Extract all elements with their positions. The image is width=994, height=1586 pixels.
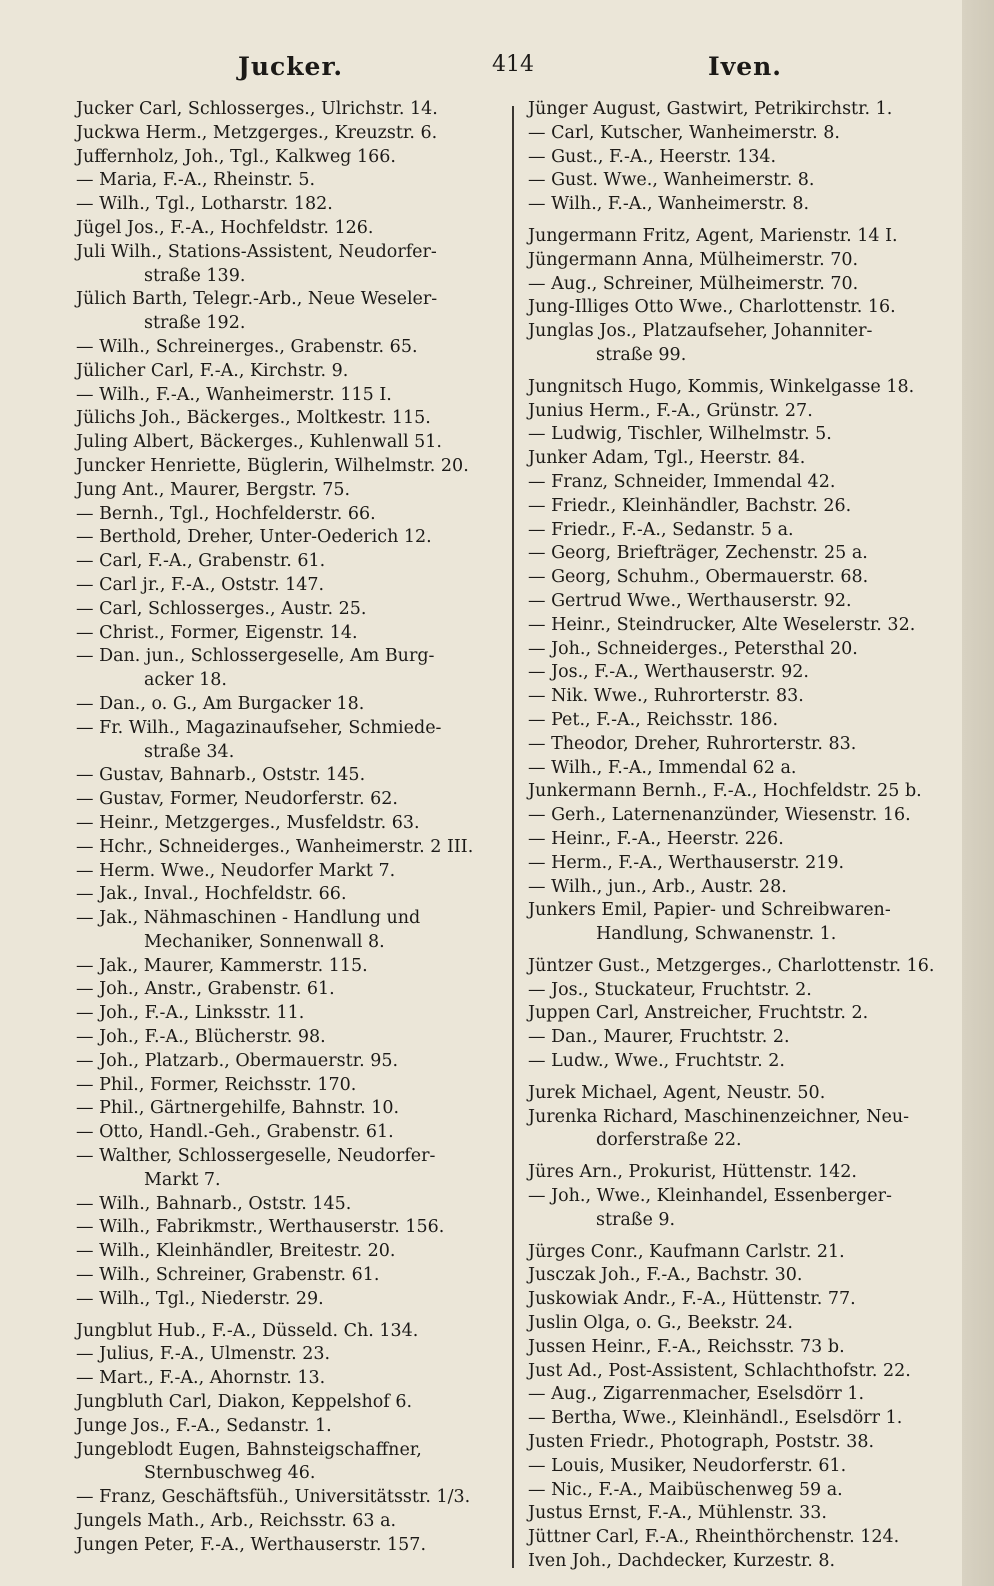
directory-entry bbox=[528, 1241, 956, 1265]
directory-entry bbox=[76, 1415, 504, 1439]
directory-entry bbox=[528, 1185, 956, 1233]
directory-entry bbox=[528, 1407, 956, 1431]
directory-entry bbox=[76, 836, 504, 860]
directory-entry bbox=[76, 812, 504, 836]
directory-entry bbox=[76, 1391, 504, 1415]
entry-line: — Heinr., Steindrucker, Alte Weselerstr. 32. bbox=[528, 614, 916, 635]
entry-continuation-line: dorferstraße 22. bbox=[596, 1130, 742, 1151]
entry-line: — Wilh., Fabrikmstr., Werthauserstr. 156. bbox=[76, 1217, 445, 1238]
entry-line: Jüntzer Gust., Metzgerges., Charlottenstr. 16. bbox=[528, 955, 935, 976]
directory-entry bbox=[76, 1439, 504, 1487]
entry-line: — Fr. Wilh., Magazinaufseher, Schmiede- bbox=[76, 717, 442, 738]
entry-line: — Carl, Schlosserges., Austr. 25. bbox=[76, 598, 367, 619]
directory-entry bbox=[528, 519, 956, 543]
directory-entry bbox=[76, 622, 504, 646]
directory-entry bbox=[528, 1526, 956, 1550]
directory-entry bbox=[76, 598, 504, 622]
directory-entry bbox=[76, 764, 504, 788]
directory-entry bbox=[76, 1050, 504, 1074]
entry-line: Jünger August, Gastwirt, Petrikirchstr. 1. bbox=[528, 99, 893, 119]
entry-line: — Joh., Schneiderges., Petersthal 20. bbox=[528, 638, 858, 659]
entry-line: — Aug., Schreiner, Mülheimerstr. 70. bbox=[528, 273, 859, 294]
entry-line: Jülicher Carl, F.-A., Kirchstr. 9. bbox=[76, 360, 349, 381]
directory-entry bbox=[528, 1026, 956, 1050]
entry-line: Jungnitsch Hugo, Kommis, Winkelgasse 18. bbox=[528, 376, 915, 397]
directory-entry bbox=[76, 955, 504, 979]
directory-entry bbox=[528, 1050, 956, 1074]
entry-line: — Bernh., Tgl., Hochfelderstr. 66. bbox=[76, 503, 376, 524]
directory-entry bbox=[528, 423, 956, 447]
directory-entry bbox=[528, 122, 956, 146]
directory-entry bbox=[76, 1026, 504, 1050]
entry-line: — Phil., Gärtnergehilfe, Bahnstr. 10. bbox=[76, 1098, 400, 1119]
directory-entry bbox=[76, 455, 504, 479]
entry-line: — Jak., Maurer, Kammerstr. 115. bbox=[76, 955, 368, 976]
directory-entry bbox=[528, 495, 956, 519]
entry-line: Jurek Michael, Agent, Neustr. 50. bbox=[528, 1082, 826, 1103]
entry-line: Juffernholz, Joh., Tgl., Kalkweg 166. bbox=[76, 146, 396, 167]
entry-continuation-line: acker 18. bbox=[144, 670, 227, 691]
header-left-word: Jucker. bbox=[238, 52, 344, 81]
directory-entry bbox=[528, 1360, 956, 1384]
directory-entry bbox=[76, 1145, 504, 1193]
directory-entry bbox=[528, 979, 956, 1003]
entry-line: Jusczak Joh., F.-A., Bachstr. 30. bbox=[528, 1265, 803, 1286]
entry-line: — Otto, Handl.-Geh., Grabenstr. 61. bbox=[76, 1122, 394, 1143]
directory-entry bbox=[528, 249, 956, 273]
directory-entry bbox=[76, 1240, 504, 1264]
entry-line: — Gertrud Wwe., Werthauserstr. 92. bbox=[528, 590, 852, 611]
directory-entry bbox=[76, 122, 504, 146]
entry-line: — Joh., F.-A., Linksstr. 11. bbox=[76, 1003, 305, 1024]
entry-continuation-line: straße 99. bbox=[596, 344, 687, 365]
directory-entry bbox=[528, 1082, 956, 1106]
entry-line: — Carl, F.-A., Grabenstr. 61. bbox=[76, 551, 326, 572]
entry-line: — Gerh., Laternenanzünder, Wiesenstr. 16. bbox=[528, 805, 911, 826]
entry-line: — Jos., Stuckateur, Fruchtstr. 2. bbox=[528, 979, 812, 1000]
directory-entry bbox=[528, 447, 956, 471]
directory-entry bbox=[76, 1002, 504, 1026]
entry-line: Juslin Olga, o. G., Beekstr. 24. bbox=[528, 1313, 793, 1334]
directory-entry bbox=[528, 1002, 956, 1026]
directory-entry bbox=[76, 550, 504, 574]
entry-line: Jung-Illiges Otto Wwe., Charlottenstr. 16. bbox=[528, 297, 896, 318]
entry-line: Juppen Carl, Anstreicher, Fruchtstr. 2. bbox=[528, 1003, 869, 1024]
entry-line: — Franz, Schneider, Immendal 42. bbox=[528, 471, 836, 492]
directory-entry bbox=[528, 590, 956, 614]
directory-entry bbox=[528, 1161, 956, 1185]
entry-line: — Gust. Wwe., Wanheimerstr. 8. bbox=[528, 170, 815, 191]
entry-line: Jüttner Carl, F.-A., Rheinthörchenstr. 124. bbox=[528, 1527, 900, 1548]
entry-continuation-line: straße 192. bbox=[144, 313, 246, 334]
entry-line: Jungblut Hub., F.-A., Düsseld. Ch. 134. bbox=[76, 1320, 419, 1341]
directory-entry bbox=[528, 225, 956, 249]
directory-entry bbox=[528, 1288, 956, 1312]
directory-entry bbox=[528, 899, 956, 947]
directory-entry bbox=[528, 376, 956, 400]
directory-entry bbox=[528, 614, 956, 638]
directory-entry bbox=[528, 1264, 956, 1288]
directory-entry bbox=[76, 217, 504, 241]
entry-line: Jungbluth Carl, Diakon, Keppelshof 6. bbox=[76, 1392, 413, 1413]
directory-entry bbox=[528, 780, 956, 804]
directory-entry bbox=[76, 645, 504, 693]
entry-line: Juncker Henriette, Büglerin, Wilhelmstr. 20. bbox=[76, 455, 469, 476]
entry-line: Juckwa Herm., Metzgerges., Kreuzstr. 6. bbox=[76, 122, 438, 143]
directory-entry bbox=[528, 661, 956, 685]
directory-entry bbox=[76, 978, 504, 1002]
directory-entry bbox=[76, 1343, 504, 1367]
directory-entry bbox=[528, 804, 956, 828]
entry-line: Junge Jos., F.-A., Sedanstr. 1. bbox=[76, 1415, 332, 1436]
entry-line: Jungels Math., Arb., Reichsstr. 63 a. bbox=[76, 1511, 397, 1532]
entry-line: — Pet., F.-A., Reichsstr. 186. bbox=[528, 709, 779, 730]
entry-line: — Wilh., jun., Arb., Austr. 28. bbox=[528, 876, 787, 897]
directory-entry bbox=[528, 320, 956, 368]
entry-continuation-line: straße 34. bbox=[144, 741, 235, 762]
directory-entry bbox=[76, 503, 504, 527]
entry-line: Juli Wilh., Stations-Assistent, Neudorfer- bbox=[76, 241, 437, 262]
entry-line: Jüres Arn., Prokurist, Hüttenstr. 142. bbox=[528, 1162, 857, 1183]
entry-line: — Dan., Maurer, Fruchtstr. 2. bbox=[528, 1027, 790, 1048]
entry-continuation-line: straße 9. bbox=[596, 1209, 676, 1230]
directory-entry bbox=[528, 542, 956, 566]
directory-entry bbox=[76, 1534, 504, 1558]
directory-entry bbox=[76, 407, 504, 431]
directory-entry bbox=[528, 273, 956, 297]
entry-line: — Heinr., F.-A., Heerstr. 226. bbox=[528, 828, 784, 849]
directory-entry bbox=[76, 431, 504, 455]
entry-line: — Dan., o. G., Am Burgacker 18. bbox=[76, 693, 365, 714]
directory-entry bbox=[528, 471, 956, 495]
entry-line: — Gust., F.-A., Heerstr. 134. bbox=[528, 146, 777, 167]
entry-line: — Theodor, Dreher, Ruhrorterstr. 83. bbox=[528, 733, 857, 754]
directory-entry bbox=[76, 1486, 504, 1510]
entry-line: — Gustav, Former, Neudorferstr. 62. bbox=[76, 789, 398, 810]
directory-entry bbox=[76, 1193, 504, 1217]
entry-line: Junglas Jos., Platzaufseher, Johanniter- bbox=[528, 321, 873, 342]
entry-line: Juskowiak Andr., F.-A., Hüttenstr. 77. bbox=[528, 1289, 856, 1310]
entry-line: Jürges Conr., Kaufmann Carlstr. 21. bbox=[528, 1241, 845, 1262]
entry-continuation-line: Handlung, Schwanenstr. 1. bbox=[596, 924, 837, 945]
page-number: 414 bbox=[492, 52, 534, 77]
directory-entry bbox=[76, 574, 504, 598]
directory-entry bbox=[76, 1367, 504, 1391]
entry-line: — Gustav, Bahnarb., Oststr. 145. bbox=[76, 765, 366, 786]
entry-line: — Jak., Nähmaschinen - Handlung und bbox=[76, 908, 421, 929]
directory-entry bbox=[528, 685, 956, 709]
entry-line: — Maria, F.-A., Rheinstr. 5. bbox=[76, 170, 316, 191]
entry-line: — Wilh., Schreiner, Grabenstr. 61. bbox=[76, 1265, 380, 1286]
directory-entry bbox=[528, 1455, 956, 1479]
entry-line: — Joh., Wwe., Kleinhandel, Essenberger- bbox=[528, 1186, 892, 1207]
entry-line: Junkers Emil, Papier- und Schreibwaren- bbox=[528, 900, 891, 921]
directory-entry bbox=[76, 336, 504, 360]
entry-continuation-line: Mechaniker, Sonnenwall 8. bbox=[144, 931, 385, 952]
entry-line: — Wilh., F.-A., Wanheimerstr. 115 I. bbox=[76, 384, 392, 405]
directory-entry bbox=[76, 169, 504, 193]
entry-line: Iven Joh., Dachdecker, Kurzestr. 8. bbox=[528, 1551, 836, 1572]
directory-entry bbox=[76, 907, 504, 955]
entry-line: — Julius, F.-A., Ulmenstr. 23. bbox=[76, 1344, 331, 1365]
entry-line: — Dan. jun., Schlossergeselle, Am Burg- bbox=[76, 646, 435, 667]
entry-line: Jülichs Joh., Bäckerges., Moltkestr. 115. bbox=[76, 408, 431, 429]
directory-entry bbox=[76, 788, 504, 812]
directory-entry bbox=[528, 1502, 956, 1526]
directory-entry bbox=[76, 193, 504, 217]
entry-line: — Bertha, Wwe., Kleinhändl., Eselsdörr 1. bbox=[528, 1408, 903, 1429]
directory-entry bbox=[528, 709, 956, 733]
entry-line: — Berthold, Dreher, Unter-Oederich 12. bbox=[76, 527, 432, 548]
directory-entry bbox=[528, 566, 956, 590]
directory-entry bbox=[76, 860, 504, 884]
directory-entry bbox=[528, 296, 956, 320]
directory-entry bbox=[528, 1336, 956, 1360]
directory-entry bbox=[528, 146, 956, 170]
entry-line: — Wilh., Kleinhändler, Breitestr. 20. bbox=[76, 1241, 396, 1262]
entry-line: — Georg, Briefträger, Zechenstr. 25 a. bbox=[528, 543, 868, 564]
entry-line: — Joh., Platzarb., Obermauerstr. 95. bbox=[76, 1050, 399, 1071]
entry-line: Juling Albert, Bäckerges., Kuhlenwall 51. bbox=[76, 432, 442, 453]
directory-entry bbox=[76, 146, 504, 170]
entry-line: — Wilh., Tgl., Lotharstr. 182. bbox=[76, 194, 333, 215]
directory-entry bbox=[76, 1510, 504, 1534]
directory-entry bbox=[528, 1312, 956, 1336]
directory-entry bbox=[76, 526, 504, 550]
directory-entry bbox=[76, 98, 504, 122]
entry-line: — Wilh., Bahnarb., Oststr. 145. bbox=[76, 1193, 352, 1214]
entry-line: Jülich Barth, Telegr.-Arb., Neue Weseler- bbox=[76, 289, 438, 310]
entry-line: — Wilh., F.-A., Wanheimerstr. 8. bbox=[528, 194, 810, 215]
directory-entry bbox=[528, 1106, 956, 1154]
entry-line: — Ludw., Wwe., Fruchtstr. 2. bbox=[528, 1051, 785, 1072]
entry-continuation-line: straße 139. bbox=[144, 265, 246, 286]
entry-line: — Joh., Anstr., Grabenstr. 61. bbox=[76, 979, 335, 1000]
entry-line: Justus Ernst, F.-A., Mühlenstr. 33. bbox=[528, 1503, 827, 1524]
entry-line: — Wilh., Schreinerges., Grabenstr. 65. bbox=[76, 336, 418, 357]
directory-entry bbox=[76, 717, 504, 765]
entry-line: Justen Friedr., Photograph, Poststr. 38. bbox=[528, 1432, 875, 1453]
directory-entry bbox=[528, 169, 956, 193]
directory-entry bbox=[76, 479, 504, 503]
directory-entry bbox=[76, 1320, 504, 1344]
directory-entry bbox=[528, 955, 956, 979]
entry-line: Jurenka Richard, Maschinenzeichner, Neu- bbox=[528, 1106, 910, 1127]
column-divider bbox=[512, 106, 514, 1568]
page-edge bbox=[962, 0, 994, 1586]
entry-line: — Georg, Schuhm., Obermauerstr. 68. bbox=[528, 567, 869, 588]
directory-entry bbox=[76, 1216, 504, 1240]
directory-entry bbox=[528, 98, 956, 122]
entry-line: — Jos., F.-A., Werthauserstr. 92. bbox=[528, 662, 809, 683]
entry-line: Jungeblodt Eugen, Bahnsteigschaffner, bbox=[76, 1439, 422, 1460]
directory-entry bbox=[528, 1431, 956, 1455]
directory-entry bbox=[528, 828, 956, 852]
directory-entry bbox=[528, 757, 956, 781]
directory-entry bbox=[528, 1550, 956, 1574]
directory-entry bbox=[76, 883, 504, 907]
entry-line: — Heinr., Metzgerges., Musfeldstr. 63. bbox=[76, 812, 420, 833]
entry-line: Jüngermann Anna, Mülheimerstr. 70. bbox=[528, 249, 859, 270]
entry-line: — Ludwig, Tischler, Wilhelmstr. 5. bbox=[528, 424, 832, 445]
entry-line: — Phil., Former, Reichsstr. 170. bbox=[76, 1074, 357, 1095]
directory-entry bbox=[528, 733, 956, 757]
entry-line: — Nic., F.-A., Maibüschenweg 59 a. bbox=[528, 1479, 843, 1500]
entry-line: Junker Adam, Tgl., Heerstr. 84. bbox=[528, 448, 806, 469]
directory-entry bbox=[76, 360, 504, 384]
header-right-word: Iven. bbox=[708, 52, 783, 81]
entry-line: — Wilh., Tgl., Niederstr. 29. bbox=[76, 1288, 324, 1309]
entry-line: Jungen Peter, F.-A., Werthauserstr. 157. bbox=[76, 1534, 427, 1555]
right-column bbox=[528, 98, 956, 1574]
entry-line: — Carl, Kutscher, Wanheimerstr. 8. bbox=[528, 122, 840, 143]
directory-entry bbox=[528, 1383, 956, 1407]
directory-entry bbox=[76, 384, 504, 408]
entry-line: Junius Herm., F.-A., Grünstr. 27. bbox=[528, 400, 813, 421]
directory-entry bbox=[528, 852, 956, 876]
entry-line: — Jak., Inval., Hochfeldstr. 66. bbox=[76, 884, 347, 905]
entry-line: — Christ., Former, Eigenstr. 14. bbox=[76, 622, 358, 643]
directory-entry bbox=[76, 1288, 504, 1312]
directory-entry bbox=[528, 876, 956, 900]
entry-line: — Friedr., F.-A., Sedanstr. 5 a. bbox=[528, 519, 794, 540]
directory-entry bbox=[76, 1097, 504, 1121]
entry-line: Junkermann Bernh., F.-A., Hochfeldstr. 25 b. bbox=[528, 781, 922, 802]
entry-line: — Friedr., Kleinhändler, Bachstr. 26. bbox=[528, 495, 852, 516]
entry-line: Jungermann Fritz, Agent, Marienstr. 14 I. bbox=[528, 225, 898, 246]
entry-line: — Franz, Geschäftsfüh., Universitätsstr. 1/3. bbox=[76, 1487, 471, 1508]
entry-line: — Hchr., Schneiderges., Wanheimerstr. 2 III. bbox=[76, 836, 474, 857]
left-column bbox=[76, 98, 504, 1558]
directory-entry bbox=[76, 1074, 504, 1098]
directory-entry bbox=[528, 638, 956, 662]
entry-line: Jussen Heinr., F.-A., Reichsstr. 73 b. bbox=[528, 1336, 845, 1357]
entry-line: Jucker Carl, Schlosserges., Ulrichstr. 14. bbox=[76, 99, 438, 119]
entry-line: — Aug., Zigarrenmacher, Eselsdörr 1. bbox=[528, 1384, 865, 1405]
directory-entry bbox=[76, 288, 504, 336]
entry-line: Jung Ant., Maurer, Bergstr. 75. bbox=[76, 479, 351, 500]
page-header bbox=[70, 52, 920, 92]
directory-entry bbox=[528, 400, 956, 424]
entry-continuation-line: Sternbuschweg 46. bbox=[144, 1463, 316, 1484]
directory-entry bbox=[528, 1479, 956, 1503]
directory-entry bbox=[528, 193, 956, 217]
entry-line: — Wilh., F.-A., Immendal 62 a. bbox=[528, 757, 797, 778]
entry-line: — Nik. Wwe., Ruhrorterstr. 83. bbox=[528, 686, 804, 707]
directory-entry bbox=[76, 1121, 504, 1145]
entry-line: Just Ad., Post-Assistent, Schlachthofstr. 22. bbox=[528, 1360, 911, 1381]
entry-line: Jügel Jos., F.-A., Hochfeldstr. 126. bbox=[76, 217, 374, 238]
entry-line: — Mart., F.-A., Ahornstr. 13. bbox=[76, 1368, 326, 1389]
directory-entry bbox=[76, 241, 504, 289]
entry-line: — Louis, Musiker, Neudorferstr. 61. bbox=[528, 1455, 847, 1476]
directory-entry bbox=[76, 693, 504, 717]
entry-line: — Herm. Wwe., Neudorfer Markt 7. bbox=[76, 860, 396, 881]
directory-entry bbox=[76, 1264, 504, 1288]
entry-line: — Herm., F.-A., Werthauserstr. 219. bbox=[528, 852, 845, 873]
entry-line: — Carl jr., F.-A., Oststr. 147. bbox=[76, 574, 325, 595]
entry-line: — Joh., F.-A., Blücherstr. 98. bbox=[76, 1027, 326, 1048]
entry-line: — Walther, Schlossergeselle, Neudorfer- bbox=[76, 1146, 436, 1167]
entry-continuation-line: Markt 7. bbox=[144, 1169, 221, 1190]
